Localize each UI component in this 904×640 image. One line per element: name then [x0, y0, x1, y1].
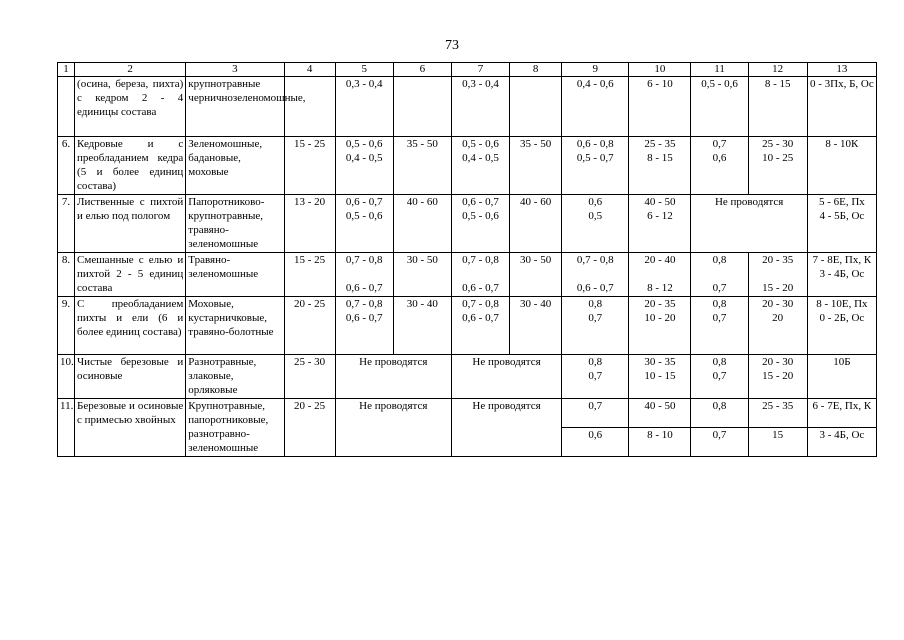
value-a: 20 - 40: [644, 254, 676, 266]
table-cell: [691, 355, 748, 399]
table-cell: [510, 77, 562, 137]
value-a: 40 - 50: [644, 196, 676, 208]
value-b: 0,5 - 0,6: [462, 210, 499, 222]
value-b: 10 - 20: [644, 312, 676, 324]
value-b: 4 - 5Б, Ос: [819, 210, 865, 222]
value-b: 0,7: [588, 370, 603, 382]
value-b: 0,7: [588, 312, 603, 324]
value-b: 0,6 - 0,7: [462, 312, 499, 324]
value-b: 0,6: [712, 152, 727, 164]
table-cell: [335, 297, 393, 355]
table-cell: 15: [748, 428, 807, 457]
not-conducted-cell: Не проводятся: [451, 399, 561, 457]
value-a: 0,6 - 0,8: [576, 138, 614, 150]
table-cell: 0,6: [562, 428, 629, 457]
value-b: 10 - 15: [644, 370, 676, 382]
value-a: 0,8: [712, 356, 727, 368]
not-conducted-cell: Не проводятся: [335, 399, 451, 457]
value-b: 0,5 - 0,7: [576, 152, 614, 164]
table-row: [58, 137, 877, 195]
table-cell: 35 - 50: [510, 137, 562, 195]
table-cell: [748, 253, 807, 297]
table-cell: [691, 137, 748, 195]
table-cell: [451, 195, 509, 253]
composition-cell: 3 - 4Б, Ос: [807, 428, 876, 457]
header-cell: 5: [335, 63, 393, 77]
value-a: 0,6 - 0,7: [345, 196, 383, 208]
value-a: 20 - 35: [762, 254, 794, 266]
value-a: 0,8: [712, 254, 727, 266]
table-cell: 20 - 25: [284, 297, 335, 355]
table-cell: 30 - 50: [510, 253, 562, 297]
table-row: [58, 77, 877, 137]
table-cell: 30 - 40: [510, 297, 562, 355]
page-number: 73: [445, 38, 459, 53]
table-cell: [629, 355, 691, 399]
value-b: 3 - 4Б, Ос: [819, 268, 865, 280]
table-row: [58, 355, 877, 399]
value-a: 0,7 - 0,8: [345, 298, 383, 310]
value-a: 0,6 - 0,7: [462, 196, 499, 208]
table-cell: [629, 137, 691, 195]
table-cell: [691, 253, 748, 297]
value-a: 0,8: [712, 298, 727, 310]
table-cell: [393, 77, 451, 137]
table-cell: [451, 253, 509, 297]
table-cell: 15 - 25: [284, 253, 335, 297]
value-a: 0,6: [588, 196, 603, 208]
table-cell: [562, 195, 629, 253]
value-b: 0,7: [712, 312, 727, 324]
value-a: 20 - 30: [762, 298, 794, 310]
value-b: 0,6 - 0,7: [345, 282, 383, 294]
composition-cell: 0 - 3Пх, Б, Ос: [807, 77, 876, 137]
row-number: [58, 77, 75, 137]
table-cell: [562, 253, 629, 297]
value-a: 7 - 8Е, Пх, К: [812, 254, 872, 266]
header-cell: 11: [691, 63, 748, 77]
stand-type-cell: Березовые и осиновые с примесью хвойных: [75, 399, 186, 457]
value-b: 0,6 - 0,7: [345, 312, 383, 324]
stand-type-cell: (осина, береза, пихта) с кедром 2 - 4 единицы состава: [75, 77, 186, 137]
row-number: 7.: [58, 195, 75, 253]
header-cell: 2: [75, 63, 186, 77]
table-cell: 20 - 25: [284, 399, 335, 457]
forest-type-cell: Травяно-зеленомошные: [186, 253, 284, 297]
header-cell: 9: [562, 63, 629, 77]
table-cell: 25 - 30: [284, 355, 335, 399]
value-a: 0,7 - 0,8: [462, 254, 499, 266]
value-b: 0,7: [712, 370, 727, 382]
table-cell: 40 - 60: [510, 195, 562, 253]
table-cell: 30 - 50: [393, 253, 451, 297]
header-cell: 7: [451, 63, 509, 77]
table-cell: [748, 355, 807, 399]
table-cell: 35 - 50: [393, 137, 451, 195]
value-a: 25 - 35: [644, 138, 676, 150]
table-row: [58, 253, 877, 297]
composition-cell: [807, 253, 876, 297]
table-cell: 8 - 10: [629, 428, 691, 457]
forest-type-cell: крупнотравные черничнозеленомошные,: [186, 77, 284, 137]
table-cell: [562, 137, 629, 195]
table-row: [58, 195, 877, 253]
table-cell: [335, 195, 393, 253]
table-cell: 13 - 20: [284, 195, 335, 253]
table-cell: 25 - 35: [748, 399, 807, 428]
value-b: 15 - 20: [762, 370, 794, 382]
composition-cell: [807, 297, 876, 355]
value-a: 0,7: [712, 138, 727, 150]
table-cell: 0,4 - 0,6: [562, 77, 629, 137]
forestry-table: [57, 62, 877, 457]
header-cell: 13: [807, 63, 876, 77]
value-b: 0,5: [588, 210, 603, 222]
value-a: 8 - 10Е, Пх: [816, 298, 868, 310]
table-cell: 0,7: [691, 428, 748, 457]
value-a: 0,5 - 0,6: [345, 138, 383, 150]
value-a: 0,7 - 0,8: [576, 254, 614, 266]
value-b: 8 - 12: [647, 282, 673, 294]
table-cell: [629, 253, 691, 297]
table-cell: [748, 297, 807, 355]
table-cell: 8 - 15: [748, 77, 807, 137]
not-conducted-cell: Не проводятся: [335, 355, 451, 399]
composition-cell: 8 - 10К: [807, 137, 876, 195]
table-cell: 30 - 40: [393, 297, 451, 355]
row-number: 11.: [58, 399, 75, 457]
value-b: 15 - 20: [762, 282, 794, 294]
row-number: 10.: [58, 355, 75, 399]
header-cell: 6: [393, 63, 451, 77]
value-a: 0,7 - 0,8: [462, 298, 499, 310]
header-cell: 10: [629, 63, 691, 77]
table-cell: [451, 137, 509, 195]
table-row: [58, 297, 877, 355]
value-b: 0,6 - 0,7: [576, 282, 614, 294]
value-b: 10 - 25: [762, 152, 794, 164]
stand-type-cell: Лиственные с пихтой и елью под пологом: [75, 195, 186, 253]
table-cell: [562, 355, 629, 399]
table-cell: 6 - 10: [629, 77, 691, 137]
table-cell: 0,3 - 0,4: [335, 77, 393, 137]
stand-type-cell: Кедровые и с преобладанием кедра (5 и более единиц состава): [75, 137, 186, 195]
value-a: 0,5 - 0,6: [462, 138, 499, 150]
stand-type-cell: Смешанные с елью и пихтой 2 - 5 единиц состава: [75, 253, 186, 297]
value-a: 0,8: [588, 356, 603, 368]
composition-cell: 10Б: [807, 355, 876, 399]
table-cell: [335, 137, 393, 195]
row-number: 9.: [58, 297, 75, 355]
value-a: 0,7 - 0,8: [345, 254, 383, 266]
value-b: 0,4 - 0,5: [462, 152, 499, 164]
value-b: 0,7: [712, 282, 727, 294]
value-a: 5 - 6Е, Пх: [818, 196, 865, 208]
composition-cell: 6 - 7Е, Пх, К: [807, 399, 876, 428]
value-a: 20 - 35: [644, 298, 676, 310]
forest-type-cell: Разнотравные, злаковые, орляковые: [186, 355, 284, 399]
table-cell: [451, 297, 509, 355]
not-conducted-cell: Не проводятся: [691, 195, 807, 253]
forest-type-cell: Зеленомошные, бадановые, моховые: [186, 137, 284, 195]
table-cell: 0,7: [562, 399, 629, 428]
stand-type-cell: С преобладанием пихты и ели (6 и более единиц состава): [75, 297, 186, 355]
value-b: 0 - 2Б, Ос: [819, 312, 865, 324]
forest-type-cell: Крупнотравные, папоротниковые, разнотравно-зеленомошные: [186, 399, 284, 457]
value-b: 0,6 - 0,7: [462, 282, 499, 294]
header-cell: 12: [748, 63, 807, 77]
table-cell: 0,8: [691, 399, 748, 428]
table-cell: 0,5 - 0,6: [691, 77, 748, 137]
table-cell: 40 - 50: [629, 399, 691, 428]
table-cell: [691, 297, 748, 355]
table-cell: [284, 77, 335, 137]
table-cell: [629, 297, 691, 355]
table-cell: [748, 137, 807, 195]
value-a: 25 - 30: [762, 138, 794, 150]
stand-type-cell: Чистые березовые и осиновые: [75, 355, 186, 399]
value-b: 0,5 - 0,6: [345, 210, 383, 222]
not-conducted-cell: Не проводятся: [451, 355, 561, 399]
header-cell: 3: [186, 63, 284, 77]
forest-type-cell: Папоротниково-крупнотравные, травяно-зеленомошные: [186, 195, 284, 253]
value-a: 30 - 35: [644, 356, 676, 368]
table-row: [58, 399, 877, 428]
table-cell: [335, 253, 393, 297]
value-b: 6 - 12: [647, 210, 673, 222]
composition-cell: [807, 195, 876, 253]
row-number: 6.: [58, 137, 75, 195]
value-b: 20: [772, 312, 784, 324]
forest-type-cell: Моховые, кустарничковые, травяно-болотные: [186, 297, 284, 355]
table-cell: [562, 297, 629, 355]
value-a: 20 - 30: [762, 356, 794, 368]
header-cell: 8: [510, 63, 562, 77]
header-cell: 4: [284, 63, 335, 77]
value-b: 0,4 - 0,5: [345, 152, 383, 164]
header-row: [58, 63, 877, 77]
row-number: 8.: [58, 253, 75, 297]
table-cell: 40 - 60: [393, 195, 451, 253]
value-a: 0,8: [588, 298, 603, 310]
header-cell: 1: [58, 63, 75, 77]
value-b: 8 - 15: [647, 152, 673, 164]
table-cell: 15 - 25: [284, 137, 335, 195]
table-cell: [629, 195, 691, 253]
table-cell: 0,3 - 0,4: [451, 77, 509, 137]
